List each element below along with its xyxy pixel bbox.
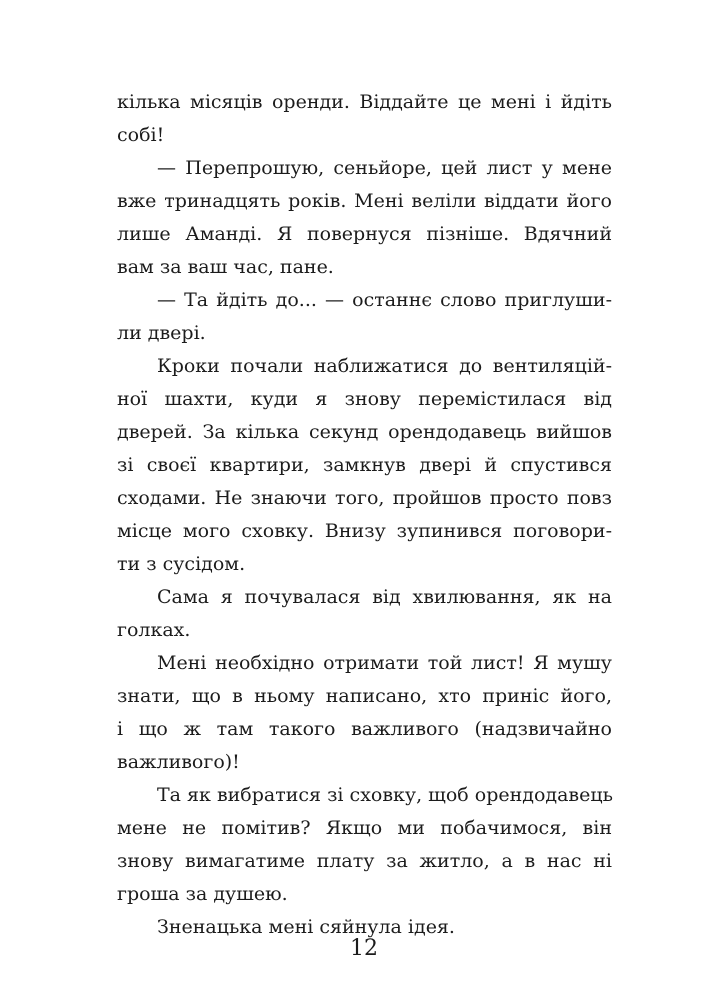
text-line: і що ж там такого важливого (надзвичайно: [117, 718, 612, 740]
text-line: кілька місяців оренди. Віддайте це мені і йдіть: [117, 91, 612, 113]
text-line: ної шахти, куди я знову перемістилася від: [117, 388, 612, 410]
text-line: гроша за душею.: [117, 883, 288, 905]
text-line: вже тринадцять років. Мені веліли віддати його: [117, 190, 612, 212]
text-line: голках.: [117, 619, 191, 641]
text-line: мене не помітив? Якщо ми побачимося, він: [117, 817, 612, 839]
text-line: Сама я почувалася від хвилювання, як на: [157, 586, 612, 608]
text-line: лише Аманді. Я повернуся пізніше. Вдячний: [117, 223, 612, 245]
text-line: важливого)!: [117, 751, 240, 773]
text-line: місце мого сховку. Внизу зупинився поговори-: [117, 520, 612, 542]
text-line: ти з сусідом.: [117, 553, 246, 575]
text-line: знати, що в ньому написано, хто приніс його,: [117, 685, 612, 707]
text-line: — Перепрошую, сеньйоре, цей лист у мене: [157, 157, 612, 179]
text-line: Мені необхідно отримати той лист! Я мушу: [157, 652, 612, 674]
text-line: знову вимагатиме плату за житло, а в нас ні: [117, 850, 612, 872]
text-line: собі!: [117, 124, 165, 146]
text-line: зі своєї квартири, замкнув двері й спустився: [117, 454, 612, 476]
page-number: 12: [350, 936, 378, 961]
text-line: Та як вибратися зі сховку, щоб орендодавець: [157, 784, 613, 806]
text-line: Кроки почали наближатися до вентиляцій-: [157, 355, 612, 377]
text-line: Зненацька мені сяйнула ідея.: [157, 916, 455, 938]
text-line: вам за ваш час, пане.: [117, 256, 334, 278]
text-line: — Та йдіть до... — останнє слово приглуши-: [157, 289, 612, 311]
text-line: сходами. Не знаючи того, пройшов просто повз: [117, 487, 612, 509]
text-line: дверей. За кілька секунд орендодавець вийшов: [117, 421, 612, 443]
body-text: [117, 86, 612, 944]
text-line: ли двері.: [117, 322, 206, 344]
